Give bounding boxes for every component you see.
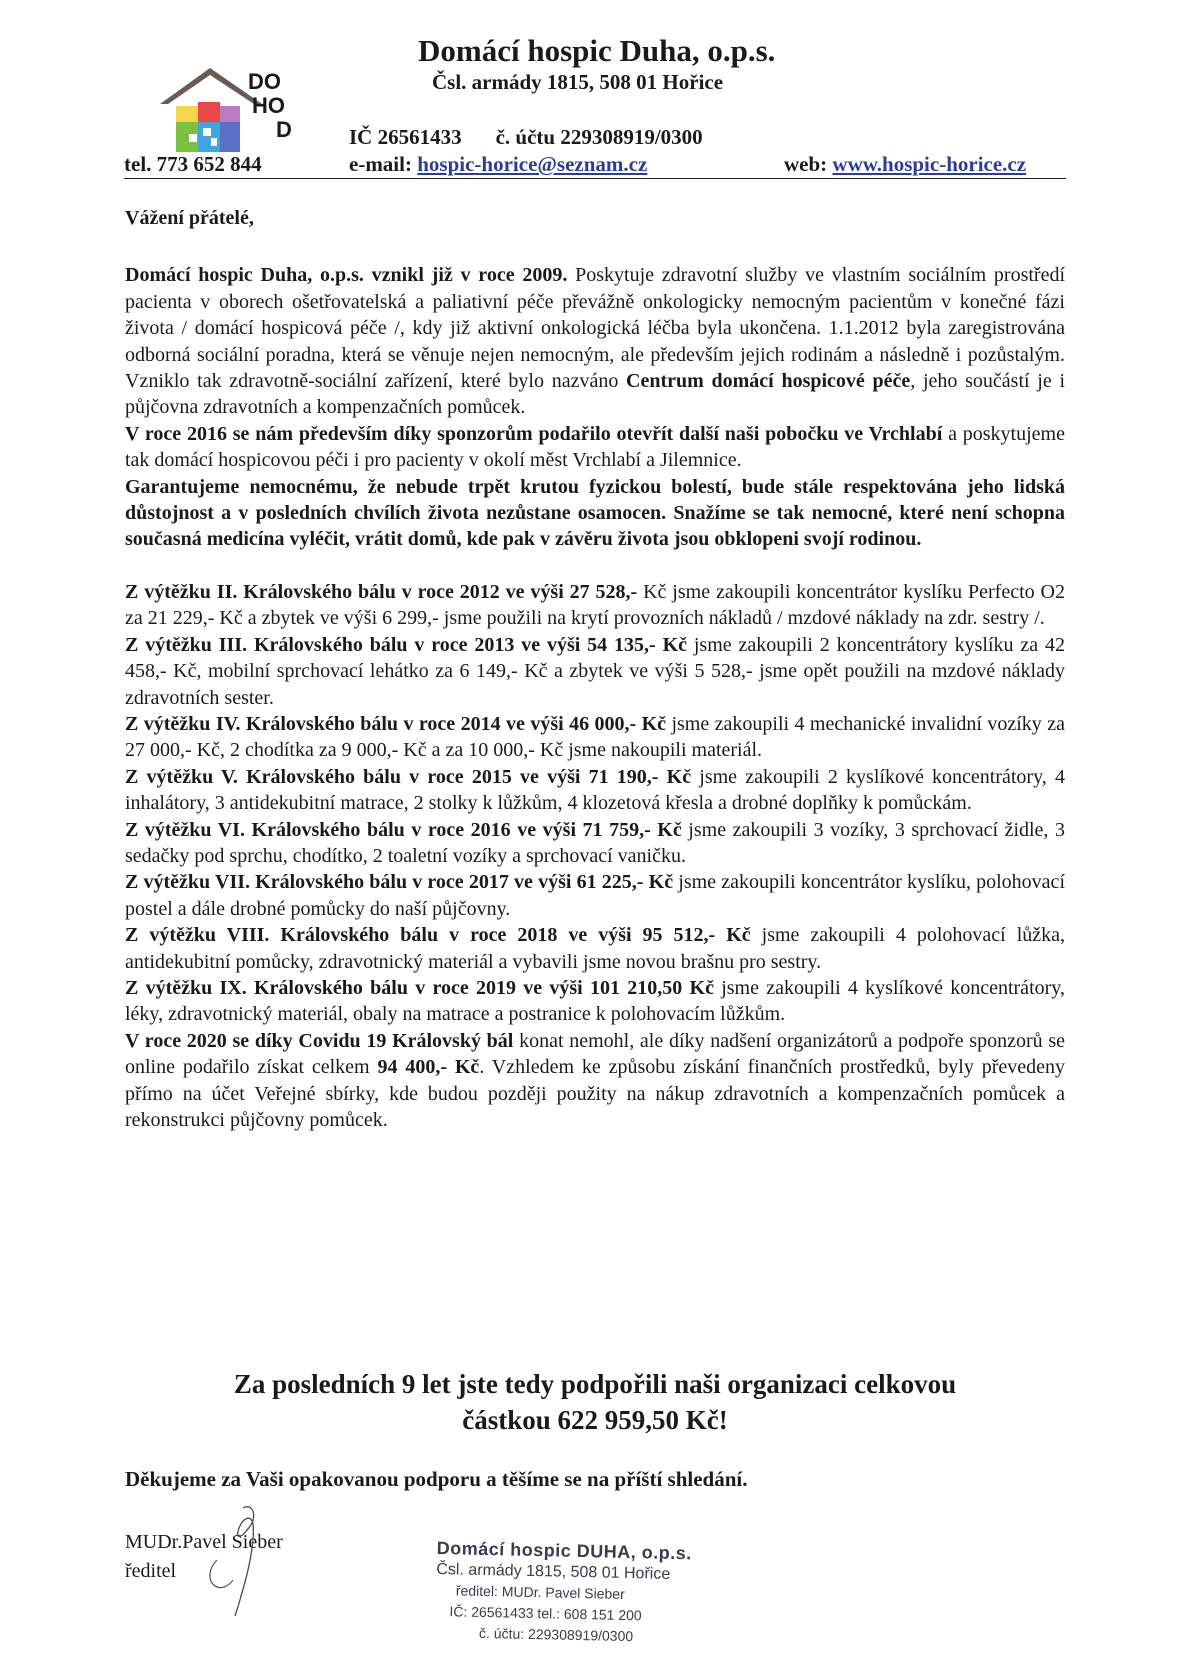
bold-text-run: Domácí hospic Duha, o.p.s. vznikl již v roce 2009. xyxy=(125,264,568,287)
header-divider xyxy=(124,178,1066,179)
web-contact xyxy=(784,152,1026,177)
bold-text-run: 94 400,- Kč xyxy=(377,1056,480,1079)
handwritten-signature-icon xyxy=(195,1500,285,1620)
signatory-name: MUDr.Pavel Sieber xyxy=(125,1531,283,1553)
bold-text-run: Centrum domácí hospicové péče xyxy=(626,370,911,393)
bold-text-run: V roce 2016 se nám především díky sponzorům podařilo otevřít další naši pobočku ve Vrchlabí xyxy=(125,422,943,445)
covid-paragraph xyxy=(125,1028,1065,1134)
ball-paragraph xyxy=(125,869,1065,922)
text-run: jsme zakoupili 2 kyslíkové koncentrátory, 4 inhalátory, 3 antidekubitní matrace, 2 stolky k lůžkům, 4 klozetová křesla a drobné doplňky k pomůckám. xyxy=(125,765,1065,815)
text-run: jsme zakoupili 2 koncentrátory kyslíku za 42 458,- Kč, mobilní sprchovací lehátko za 6 149,- Kč a zbytek ve výši 5 528,- jsme opět použili na mzdové náklady zdravotních sester. xyxy=(125,633,1065,709)
summary-line: Za posledních 9 let jste tedy podpořili naši organizaci celkovou xyxy=(233,1369,957,1399)
letter-body xyxy=(125,205,1065,1133)
bold-text-run: Z výtěžku VI. Královského bálu v roce 2016 ve výši 71 759,- Kč xyxy=(125,818,682,841)
text-run: jsme zakoupili koncentrátor kyslíku, polohovací postel a dále drobné pomůcky do naší půjčovny. xyxy=(125,871,1065,920)
text-run: Poskytuje zdravotní služby ve vlastním sociálním prostředí pacienta v oborech ošetřovatelská a paliativní péče převážně onkologicky nemocným pacientům v konečné fázi života / domácí hospicová péče /, kdy již aktivní onkologická léčba byla ukončena. 1.1.2012 byla zaregistrována odborná sociální poradna, která se věnuje nejen nemocným, ale především jejich rodinám a následně i pozůstalým. Vzniklo tak zdravotně-sociální zařízení, které bylo nazváno xyxy=(125,264,1066,393)
text-run: jsme zakoupili 4 polohovací lůžka, antidekubitní pomůcky, zdravotnický materiál a vybavili jsme novou brašnu pro sestry. xyxy=(125,924,1066,973)
signatory-role: ředitel xyxy=(125,1560,177,1582)
bold-text-run: Z výtěžku V. Královského bálu v roce 2015 ve výši 71 190,- Kč xyxy=(125,765,692,788)
logo-letter-line: D xyxy=(276,117,292,142)
web-label: web: xyxy=(784,152,833,176)
intro-paragraph xyxy=(125,262,1065,420)
paragraph-gap xyxy=(125,553,1065,579)
total-summary xyxy=(125,1366,1065,1438)
text-run: , jeho součástí je i půjčovna zdravotních a kompenzačních pomůcek. xyxy=(125,370,1066,419)
branch-paragraph xyxy=(125,421,1065,474)
stamp-line: ředitel: MUDr. Pavel Sieber xyxy=(455,1582,625,1602)
ball-paragraph xyxy=(125,922,1065,975)
ball-paragraph xyxy=(125,764,1065,817)
bold-text-run: Z výtěžku III. Královského bálu v roce 2013 ve výši 54 135,- Kč xyxy=(125,633,688,656)
summary-amount: částkou 622 959,50 Kč! xyxy=(462,1405,728,1435)
text-run: jsme zakoupili 3 vozíky, 3 sprchovací židle, 3 sedačky pod sprchu, chodítko, 2 toaletní vozíky a sprchovací vaničku. xyxy=(125,818,1065,867)
bold-text-run: Garantujeme nemocnému, že nebude trpět krutou fyzickou bolestí, bude stále respektována jeho lidská důstojnost a v posledních chvílích života nezůstane osamocen. Snažíme se tak nemocné, které není schopna současná medicína vyléčit, vrátit domů, kde pak v závěru života jsou obklopeni svojí rodinou. xyxy=(125,475,1065,551)
ball-paragraph xyxy=(125,632,1065,711)
org-address: Čsl. armády 1815, 508 01 Hořice xyxy=(432,70,724,94)
bold-text-run: Z výtěžku VIII. Královského bálu v roce 2018 ve výši 95 512,- Kč xyxy=(125,924,751,947)
text-run: Kč jsme zakoupili koncentrátor kyslíku Perfecto O2 za 21 229,- Kč a zbytek ve výši 6 299,- jsme použili na krytí provozních nákladů / mzdové náklady na zdr. sestry /. xyxy=(125,580,1065,630)
logo-letter-line: HO xyxy=(252,93,285,118)
email-link[interactable]: hospic-horice@seznam.cz xyxy=(417,152,648,176)
stamp-line: Čsl. armády 1815, 508 01 Hořice xyxy=(436,1560,671,1583)
logo-lettering xyxy=(248,70,292,142)
text-run: a poskytujeme tak domácí hospicovou péči i pro pacienty v okolí měst Vrchlabí a Jilemnice. xyxy=(125,422,1065,472)
text-run: konat nemohl, ale díky nadšení organizátorů a podpoře sponzorů se online podařilo získat celkem xyxy=(125,1029,1065,1079)
bold-text-run: V roce 2020 se díky Covidu 19 Královský bál xyxy=(125,1029,514,1052)
ball-paragraph xyxy=(125,817,1065,870)
stamp-line: Domácí hospic DUHA, o.p.s. xyxy=(436,1538,692,1564)
bold-text-run: Z výtěžku IX. Královského bálu v roce 2019 ve výši 101 210,50 Kč xyxy=(125,976,714,999)
greeting: Vážení přátelé, xyxy=(125,207,254,229)
logo-letter-line: DO xyxy=(248,69,281,94)
org-ids xyxy=(349,125,703,150)
bold-text-run: Z výtěžku II. Královského bálu v roce 2012 ve výši 27 528,- xyxy=(125,580,638,603)
email-label: e-mail: xyxy=(349,152,418,176)
ball-paragraph xyxy=(125,579,1065,632)
stamp-line: č. účtu: 229308919/0300 xyxy=(478,1624,634,1645)
org-ic: IČ 26561433 xyxy=(349,125,462,149)
phone-number: tel. 773 652 844 xyxy=(124,152,262,176)
web-link[interactable]: www.hospic-horice.cz xyxy=(832,152,1027,176)
ball-paragraph xyxy=(125,975,1065,1028)
text-run: jsme zakoupili 4 kyslíkové koncentrátory, léky, zdravotnický materiál, obaly na matrace a postranice k polohovacím lůžkům. xyxy=(125,976,1065,1026)
org-stamp xyxy=(435,1538,692,1648)
guarantee-paragraph xyxy=(125,474,1065,553)
bold-text-run: Z výtěžku VII. Královského bálu v roce 2017 ve výši 61 225,- Kč xyxy=(125,871,674,894)
org-account: č. účtu 229308919/0300 xyxy=(495,125,703,149)
text-run: jsme zakoupili 4 mechanické invalidní vozíky za 27 000,- Kč, 2 chodítka za 9 000,- Kč a za 10 000,- Kč jsme nakoupili materiál. xyxy=(125,712,1065,762)
ball-paragraph xyxy=(125,711,1065,764)
email-contact xyxy=(349,152,647,177)
text-run: . Vzhledem ke způsobu získání finančních prostředků, byly převedeny přímo na účet Veřejné sbírky, kde budou později použity na nákup zdravotních a kompenzačních pomůcek a rekonstrukci půjčovny pomůcek. xyxy=(125,1056,1065,1131)
thanks-line: Děkujeme za Vaši opakovanou podporu a těšíme se na příští shledání. xyxy=(125,1467,748,1491)
org-name: Domácí hospic Duha, o.p.s. xyxy=(418,33,776,68)
bold-text-run: Z výtěžku IV. Královského bálu v roce 2014 ve výši 46 000,- Kč xyxy=(125,712,667,735)
stamp-line: IČ: 26561433 tel.: 608 151 200 xyxy=(449,1603,642,1624)
